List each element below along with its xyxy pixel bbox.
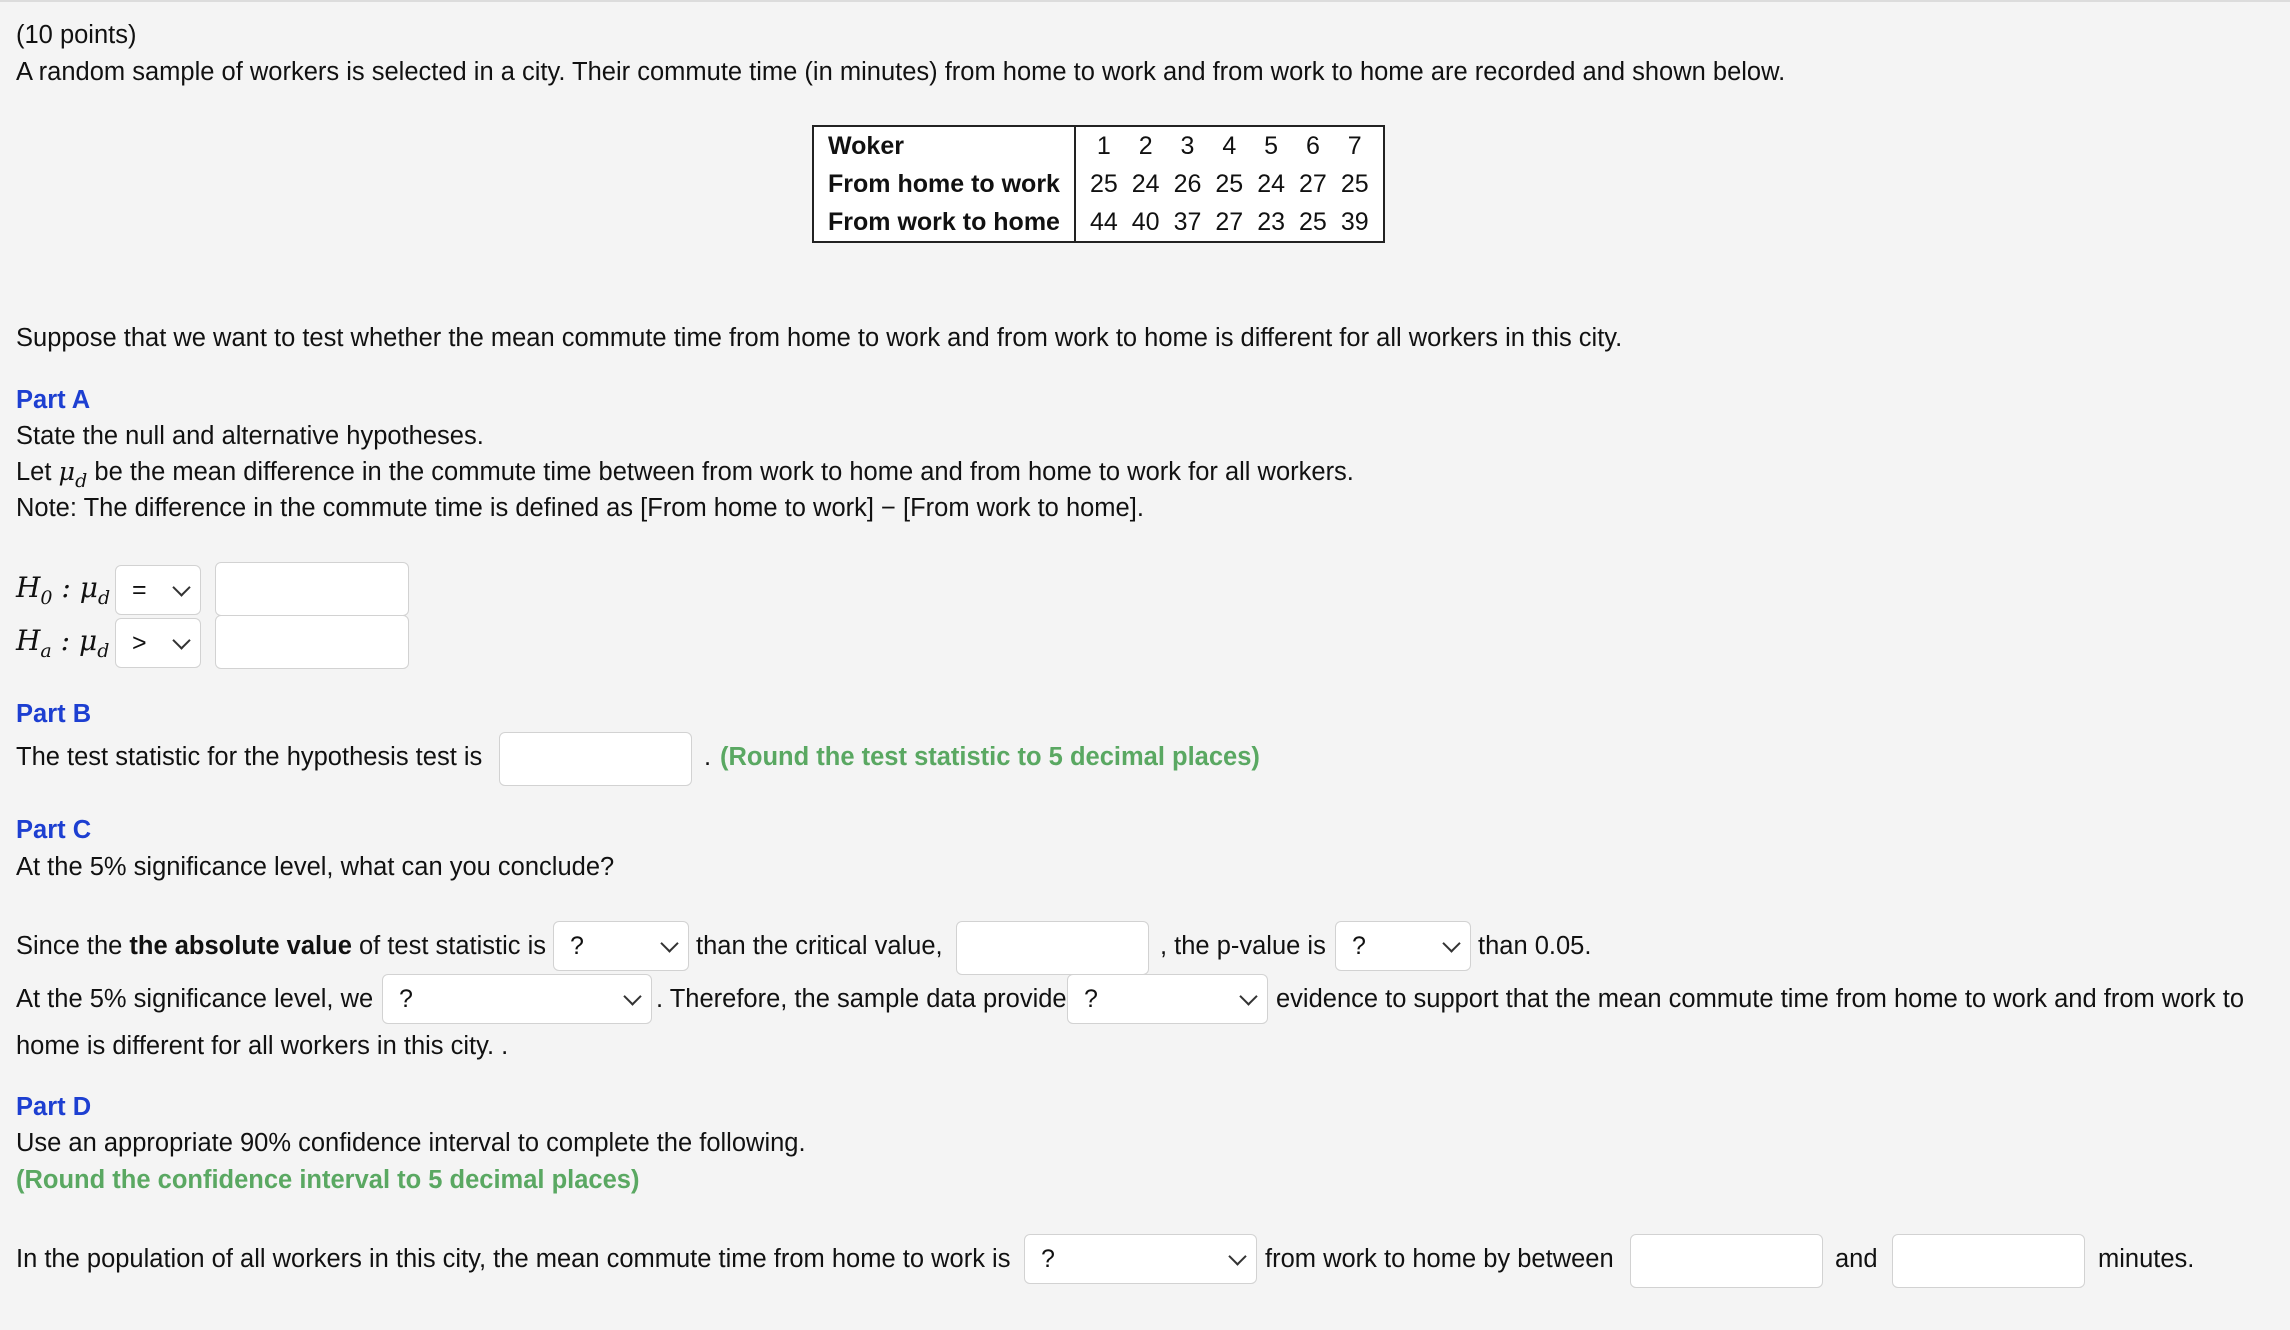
table-cell: 25	[1299, 207, 1327, 236]
part-d-title: Part D	[16, 1093, 92, 1121]
part-c-question: At the 5% significance level, what can you conclude?	[16, 853, 615, 881]
mu-d-symbol: $\mu_d$	[58, 457, 88, 492]
part-c-since-text: Since the the absolute value of test statistic is	[16, 932, 547, 960]
table-row	[813, 126, 1384, 165]
part-d-round-note: (Round the confidence interval to 5 decimal places)	[16, 1166, 640, 1194]
than-critical-text: than the critical value,	[696, 932, 943, 960]
comparison-select-2[interactable]: ?	[1335, 921, 1471, 971]
row-header-home-to-work: From home to work	[813, 165, 1075, 203]
part-a-title: Part A	[16, 386, 91, 414]
part-c-title: Part C	[16, 816, 92, 844]
points-label: (10 points)	[16, 21, 137, 49]
chevron-down-icon	[1228, 1247, 1246, 1265]
direction-select[interactable]: ?	[1024, 1234, 1257, 1284]
decision-select[interactable]: ?	[382, 974, 652, 1024]
table-cell: 26	[1173, 169, 1202, 198]
table-cell: 5	[1264, 131, 1279, 160]
alt-relation-select[interactable]: >	[115, 618, 201, 668]
ci-upper-input[interactable]	[1892, 1234, 2085, 1288]
chevron-down-icon	[172, 578, 190, 596]
table-cell: 25	[1089, 169, 1118, 198]
suppose-text: Suppose that we want to test whether the mean commute time from home to work and from work to home is different for all workers in this city.	[16, 324, 1623, 352]
part-b-round-note: (Round the test statistic to 5 decimal places)	[720, 743, 1260, 771]
part-a-definition: Let $\mu_d$ be the mean difference in the commute time between from work to home and from home to work for all workers.	[16, 457, 1354, 492]
part-b-title: Part B	[16, 700, 92, 728]
part-b-period: .	[704, 743, 712, 771]
table-cell: 2	[1138, 131, 1153, 160]
table-cell: 24	[1131, 169, 1160, 198]
table-cell: 24	[1257, 169, 1286, 198]
part-b-text: The test statistic for the hypothesis test is	[16, 743, 483, 771]
at-5-percent-text: At the 5% significance level, we	[16, 985, 374, 1013]
table-cell: 39	[1340, 207, 1369, 236]
table-row	[813, 203, 1384, 242]
problem-intro: A random sample of workers is selected in a city. Their commute time (in minutes) from home to work and from work to home are recorded and shown below.	[16, 58, 1786, 86]
alt-value-input[interactable]	[215, 615, 409, 669]
part-d-sentence: In the population of all workers in this city, the mean commute time from home to work is	[16, 1245, 1011, 1273]
chevron-down-icon	[172, 631, 190, 649]
table-cell: 27	[1299, 169, 1327, 198]
table-cell: 4	[1222, 131, 1237, 160]
table-cell: 25	[1215, 169, 1244, 198]
table-cell: 1	[1096, 131, 1111, 160]
than-005-text: than 0.05.	[1478, 932, 1592, 960]
table-cell: 3	[1180, 131, 1195, 160]
commute-data-table	[812, 125, 1385, 243]
part-a-instruction: State the null and alternative hypotheses.	[16, 422, 484, 450]
null-hypothesis-label: $H_0$ : $\mu_d$	[16, 571, 111, 609]
test-statistic-input[interactable]	[499, 732, 692, 786]
chevron-down-icon	[1442, 934, 1460, 952]
table-cell: 27	[1215, 207, 1244, 236]
home-different-text: home is different for all workers in this city. .	[16, 1032, 509, 1060]
from-work-text: from work to home by between	[1265, 1245, 1614, 1273]
critical-value-input[interactable]	[956, 921, 1149, 975]
table-cell: 44	[1089, 207, 1118, 236]
evidence-text: evidence to support that the mean commute time from home to work and from work to	[1276, 985, 2245, 1013]
table-cell: 6	[1305, 131, 1320, 160]
chevron-down-icon	[660, 934, 678, 952]
table-row	[813, 165, 1384, 203]
table-cell: 7	[1347, 131, 1362, 160]
table-cell: 37	[1173, 207, 1202, 236]
ci-lower-input[interactable]	[1630, 1234, 1823, 1288]
row-header-work-to-home: From work to home	[813, 203, 1075, 242]
therefore-text: . Therefore, the sample data provide	[656, 985, 1067, 1013]
chevron-down-icon	[1239, 987, 1257, 1005]
row-header-worker: Woker	[813, 126, 1075, 165]
part-d-instruction: Use an appropriate 90% confidence interval to complete the following.	[16, 1129, 806, 1157]
null-value-input[interactable]	[215, 562, 409, 616]
minutes-text: minutes.	[2098, 1245, 2195, 1273]
chevron-down-icon	[623, 987, 641, 1005]
table-cell: 25	[1340, 169, 1369, 198]
null-relation-select[interactable]: =	[115, 565, 201, 615]
evidence-select[interactable]: ?	[1067, 974, 1268, 1024]
table-cell: 23	[1257, 207, 1286, 236]
p-value-text: , the p-value is	[1160, 932, 1326, 960]
table-cell: 40	[1131, 207, 1160, 236]
and-text: and	[1835, 1245, 1878, 1273]
alt-hypothesis-label: $H_a$ : $\mu_d$	[16, 624, 110, 662]
top-divider	[0, 0, 2290, 2]
comparison-select-1[interactable]: ?	[553, 921, 689, 971]
part-a-note: Note: The difference in the commute time is defined as [From home to work] − [From work to home].	[16, 494, 1144, 522]
